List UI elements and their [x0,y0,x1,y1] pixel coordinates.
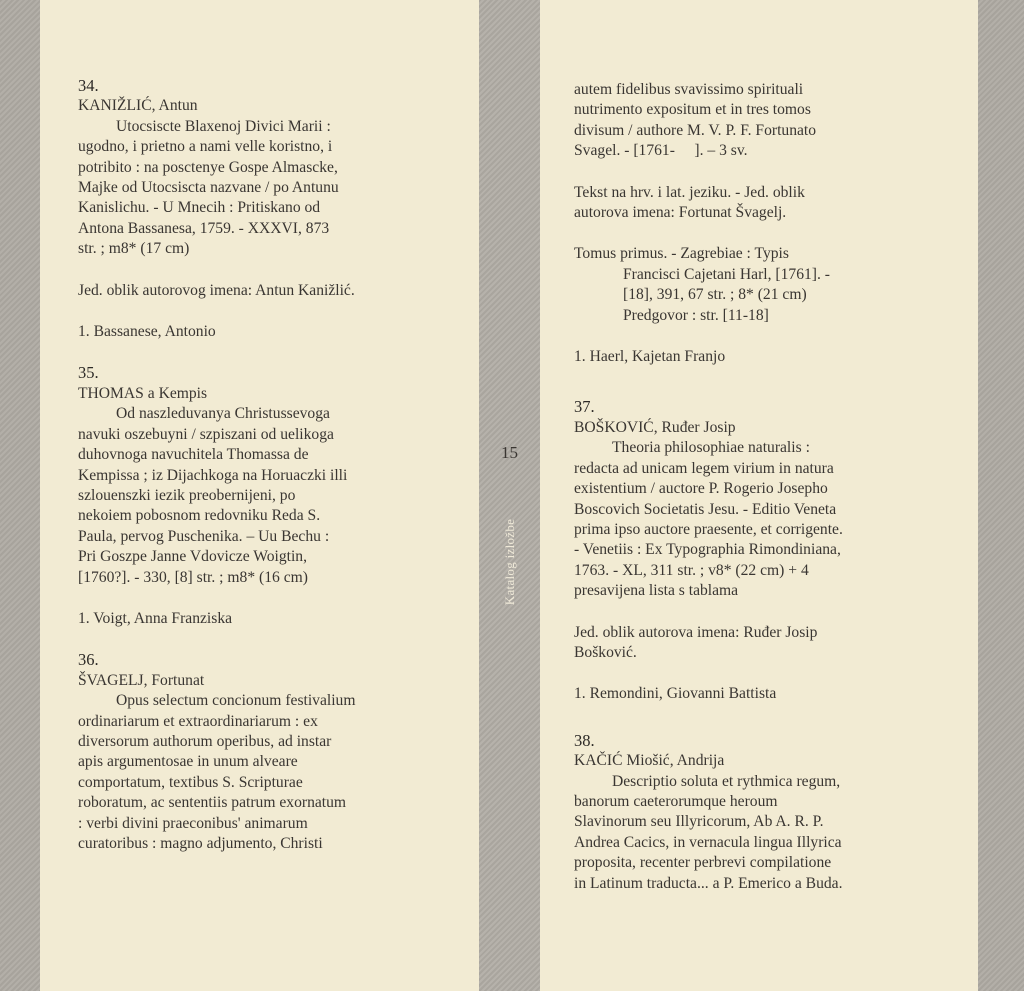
entry-title-line: Boscovich Societatis Jesu. - Editio Veneta [574,500,837,518]
entry-title-line: ordinariarum et extraordinariarum : ex [78,712,318,730]
entry-title-line: divisum / authore M. V. P. F. Fortunato [574,121,817,139]
entry-title-line: presavijena lista s tablama [574,582,739,600]
entry-note-line: Jed. oblik autorova imena: Ruđer Josip [574,623,818,641]
right-column [574,80,904,894]
catalog-entry-37 [574,397,904,704]
catalog-entry-36 [78,650,473,854]
left-column [78,76,473,854]
entry-title-line: str. ; m8* (17 cm) [78,240,190,258]
entry-author: KAČIĆ Miošić, Andrija [574,752,725,770]
entry-title-line: in Latinum traducta... a P. Emerico a Buda. [574,874,843,892]
entry-author: BOŠKOVIĆ, Ruđer Josip [574,418,736,436]
entry-title-line: prima ipso auctore praesente, et corrigente. [574,520,843,538]
entry-note-line: Bošković. [574,643,637,661]
entry-volume-line: Tomus primus. - Zagrebiae : Typis [574,245,789,263]
entry-title-line: Majke od Utocsiscta nazvane / po Antunu [78,179,339,197]
entry-number: 34. [78,76,99,95]
entry-author: ŠVAGELJ, Fortunat [78,671,205,689]
entry-title-line: banorum caeterorumque heroum [574,792,778,810]
entry-title-line: Andrea Cacics, in vernacula lingua Illyrica [574,833,842,851]
entry-title-line: Paula, pervog Puschenika. – Uu Bechu : [78,527,330,545]
entry-index: 1. Bassanese, Antonio [78,323,216,341]
entry-title-line: [1760?]. - 330, [8] str. ; m8* (16 cm) [78,568,308,586]
entry-title-line: autem fidelibus svavissimo spirituali [574,81,804,98]
entry-title-line: szlouenszki iezik preobernijeni, po [78,486,296,504]
entry-title-line: ugodno, i prietno a nami velle koristno, i [78,138,333,156]
entry-title-line: : verbi divini praeconibus' animarum [78,814,308,832]
entry-title-line: nutrimento expositum et in tres tomos [574,101,811,119]
entry-volume-line: Predgovor : str. [11-18] [623,306,769,324]
entry-title-line: Kanislichu. - U Mnecih : Pritiskano od [78,199,321,217]
entry-number: 37. [574,397,595,417]
entry-note: Jed. oblik autorovog imena: Antun Kanižlić. [78,281,355,299]
entry-volume-line: [18], 391, 67 str. ; 8* (21 cm) [623,286,807,304]
entry-title-line: potribito : na posctenye Gospe Almascke, [78,158,338,176]
catalog-entry-36-continued [574,80,904,367]
entry-title-line: Kempissa ; iz Dijachkoga na Horuaczki illi [78,466,348,484]
entry-title-line: 1763. - XL, 311 str. ; v8* (22 cm) + 4 [574,561,809,579]
entry-title-line: curatoribus : magno adjumento, Christi [78,835,323,852]
entry-title-line: navuki oszebuyni / szpiszani od uelikoga [78,425,334,443]
entry-index: 1. Haerl, Kajetan Franjo [574,348,726,366]
entry-title-line: duhovnoga navuchitela Thomassa de [78,446,309,464]
entry-number: 35. [78,363,99,383]
entry-title-line: diversorum authorum operibus, ad instar [78,732,332,750]
entry-volume-line: Francisci Cajetani Harl, [1761]. - [623,265,830,283]
right-page-edge [978,0,1024,991]
book-gutter [479,0,540,991]
entry-title-line: Slavinorum seu Illyricorum, Ab A. R. P. [574,813,824,831]
entry-title-line: existentium / auctore P. Rogerio Josepho [574,480,828,498]
entry-number: 36. [78,650,99,670]
entry-author: KANIŽLIĆ, Antun [78,97,198,115]
entry-title-line: redacta ad unicam legem virium in natura [574,459,834,477]
entry-title-line: Pri Goszpe Janne Vdovicze Woigtin, [78,548,308,566]
entry-title-line: apis argumentosae in unum alveare [78,753,298,771]
entry-title-line: roboratum, ac sententiis patrum exornatum [78,794,347,812]
spine-label: Katalog izložbe [502,518,517,606]
entry-note-line: autorova imena: Fortunat Švagelj. [574,204,787,222]
entry-number: 38. [574,730,595,750]
entry-title-line: Opus selectum concionum festivalium [116,692,356,710]
entry-note-line: Tekst na hrv. i lat. jeziku. - Jed. oblik [574,183,805,201]
entry-title-line: nekoiem pobosnom redovniku Reda S. [78,507,321,525]
entry-title-line: Utocsiscte Blaxenoj Divici Marii : [116,117,331,135]
catalog-entry-38 [574,731,904,894]
entry-title-line: Descriptio soluta et rythmica regum, [612,772,841,790]
entry-title-line: Svagel. - [1761- ]. – 3 sv. [574,142,748,160]
entry-index: 1. Voigt, Anna Franziska [78,609,233,627]
entry-title-line: Theoria philosophiae naturalis : [612,439,810,457]
entry-index: 1. Remondini, Giovanni Battista [574,685,777,703]
entry-title-line: Antona Bassanesa, 1759. - XXXVI, 873 [78,219,330,237]
page-number: 15 [501,443,518,462]
entry-title-line: proposita, recenter perbrevi compilatione [574,854,832,872]
entry-title-line: Od naszleduvanya Christussevoga [116,405,330,423]
catalog-entry-35 [78,363,473,629]
catalog-entry-34 [78,76,473,342]
entry-title-line: - Venetiis : Ex Typographia Rimondiniana, [574,541,841,559]
entry-title-line: comportatum, textibus S. Scripturae [78,773,303,791]
entry-author: THOMAS a Kempis [78,384,208,402]
left-page-edge [0,0,40,991]
